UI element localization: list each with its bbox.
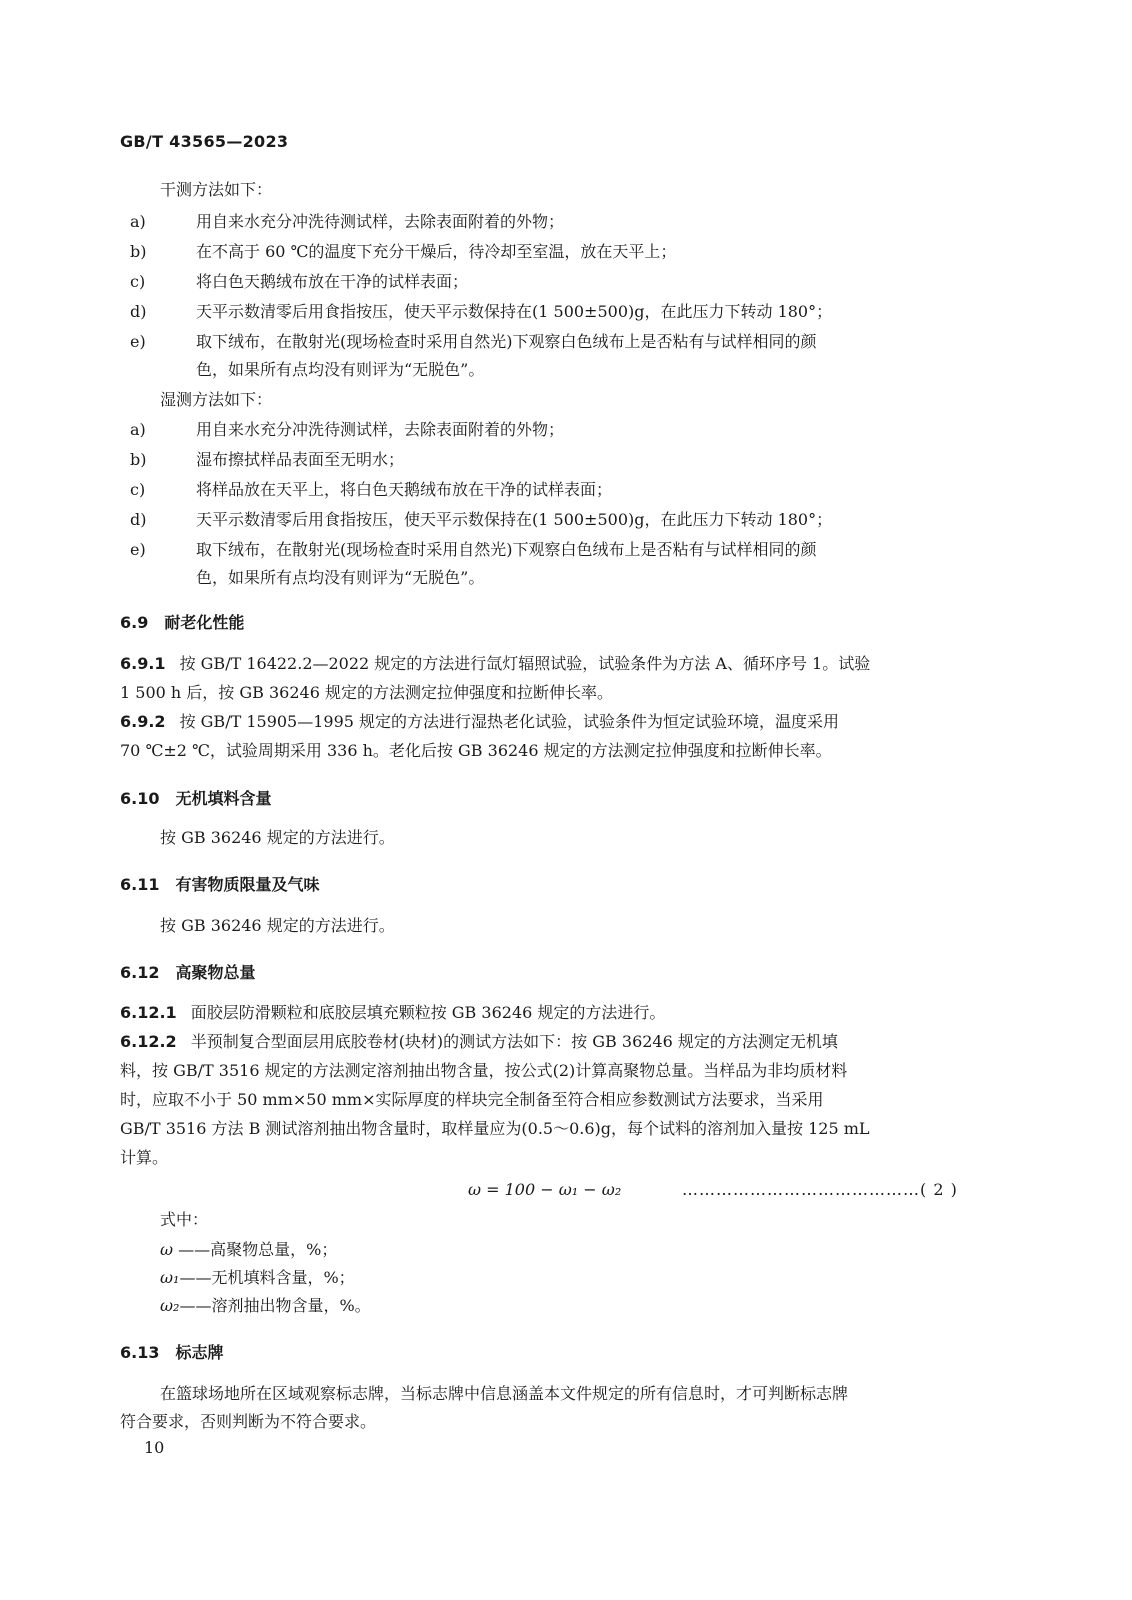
variable-definition: ω₂——溶剂抽出物含量，%。 (160, 1296, 371, 1315)
section-text-line-1: 在篮球场地所在区域观察标志牌，当标志牌中信息涵盖本文件规定的所有信息时，才可判断标志牌 (160, 1384, 849, 1403)
clause-6-12-2-line-4: GB/T 3516 方法 B 测试溶剂抽出物含量时，取样量应为(0.5～0.6)g，每个试料的溶剂加入量按 125 mL (120, 1119, 870, 1138)
variable-definition: ω ——高聚物总量，%； (160, 1240, 338, 1259)
section-text: 按 GB 36246 规定的方法进行。 (160, 916, 395, 935)
clause-6-9-1-line-2: 1 500 h 后，按 GB 36246 规定的方法测定拉伸强度和拉断伸长率。 (120, 683, 613, 702)
section-heading: 6.10 无机填料含量 (120, 789, 272, 808)
section-heading: 6.13 标志牌 (120, 1343, 224, 1362)
clause-6-12-2-line-1: 6.12.2 半预制复合型面层用底胶卷材(块材)的测试方法如下：按 GB 36246 规定的方法测定无机填 (120, 1032, 838, 1051)
page-number: 10 (144, 1438, 165, 1457)
clause-6-12-1: 6.12.1 面胶层防滑颗粒和底胶层填充颗粒按 GB 36246 规定的方法进行。 (120, 1003, 666, 1022)
formula-number: ……………………………………( 2 ) (682, 1180, 958, 1199)
clause-6-12-2-line-2: 料，按 GB/T 3516 规定的方法测定溶剂抽出物含量，按公式(2)计算高聚物总量。当样品为非均质材料 (120, 1061, 848, 1080)
clause-6-9-2-line-2: 70 ℃±2 ℃，试验周期采用 336 h。老化后按 GB 36246 规定的方法测定拉伸强度和拉断伸长率。 (120, 741, 832, 760)
section-heading: 6.12 高聚物总量 (120, 963, 256, 982)
list-item: c) 将样品放在天平上，将白色天鹅绒布放在干净的试样表面； (130, 480, 613, 499)
variable-definition: ω₁——无机填料含量，%； (160, 1268, 355, 1287)
clause-6-12-2-line-3: 时，应取不小于 50 mm×50 mm×实际厚度的样块完全制备至符合相应参数测试方法要求，当采用 (120, 1090, 824, 1109)
section-heading: 6.11 有害物质限量及气味 (120, 875, 320, 894)
list-item: a) 用自来水充分冲洗待测试样，去除表面附着的外物； (130, 420, 565, 439)
list-item: c) 将白色天鹅绒布放在干净的试样表面； (130, 272, 469, 291)
list-item: e) 取下绒布，在散射光(现场检查时采用自然光)下观察白色绒布上是否粘有与试样相同的颜 (130, 540, 817, 559)
list-item: a) 用自来水充分冲洗待测试样，去除表面附着的外物； (130, 212, 565, 231)
list-item-continuation: 色，如果所有点均没有则评为“无脱色”。 (196, 360, 485, 379)
clause-6-12-2-line-5: 计算。 (120, 1148, 169, 1167)
list-item: e) 取下绒布，在散射光(现场检查时采用自然光)下观察白色绒布上是否粘有与试样相同的颜 (130, 332, 817, 351)
where-label: 式中： (160, 1210, 209, 1229)
standard-number: GB/T 43565—2023 (120, 132, 289, 151)
dry-method-intro: 干测方法如下： (160, 180, 273, 199)
list-item: d) 天平示数清零后用食指按压，使天平示数保持在(1 500±500)g，在此压力下转动 180°； (130, 302, 833, 321)
list-item-continuation: 色，如果所有点均没有则评为“无脱色”。 (196, 568, 485, 587)
list-item: b) 湿布擦拭样品表面至无明水； (130, 450, 405, 469)
wet-method-intro: 湿测方法如下： (160, 390, 273, 409)
section-text-line-2: 符合要求，否则判断为不符合要求。 (120, 1412, 377, 1431)
section-heading: 6.9 耐老化性能 (120, 613, 245, 632)
list-item: b) 在不高于 60 ℃的温度下充分干燥后，待冷却至室温，放在天平上； (130, 242, 677, 261)
formula: ω = 100 − ω₁ − ω₂ (468, 1180, 622, 1199)
clause-6-9-2-line-1: 6.9.2 按 GB/T 15905—1995 规定的方法进行湿热老化试验，试验条件为恒定试验环境，温度采用 (120, 712, 840, 731)
section-text: 按 GB 36246 规定的方法进行。 (160, 828, 395, 847)
list-item: d) 天平示数清零后用食指按压，使天平示数保持在(1 500±500)g，在此压力下转动 180°； (130, 510, 833, 529)
clause-6-9-1-line-1: 6.9.1 按 GB/T 16422.2—2022 规定的方法进行氙灯辐照试验，试验条件为方法 A、循环序号 1。试验 (120, 654, 871, 673)
